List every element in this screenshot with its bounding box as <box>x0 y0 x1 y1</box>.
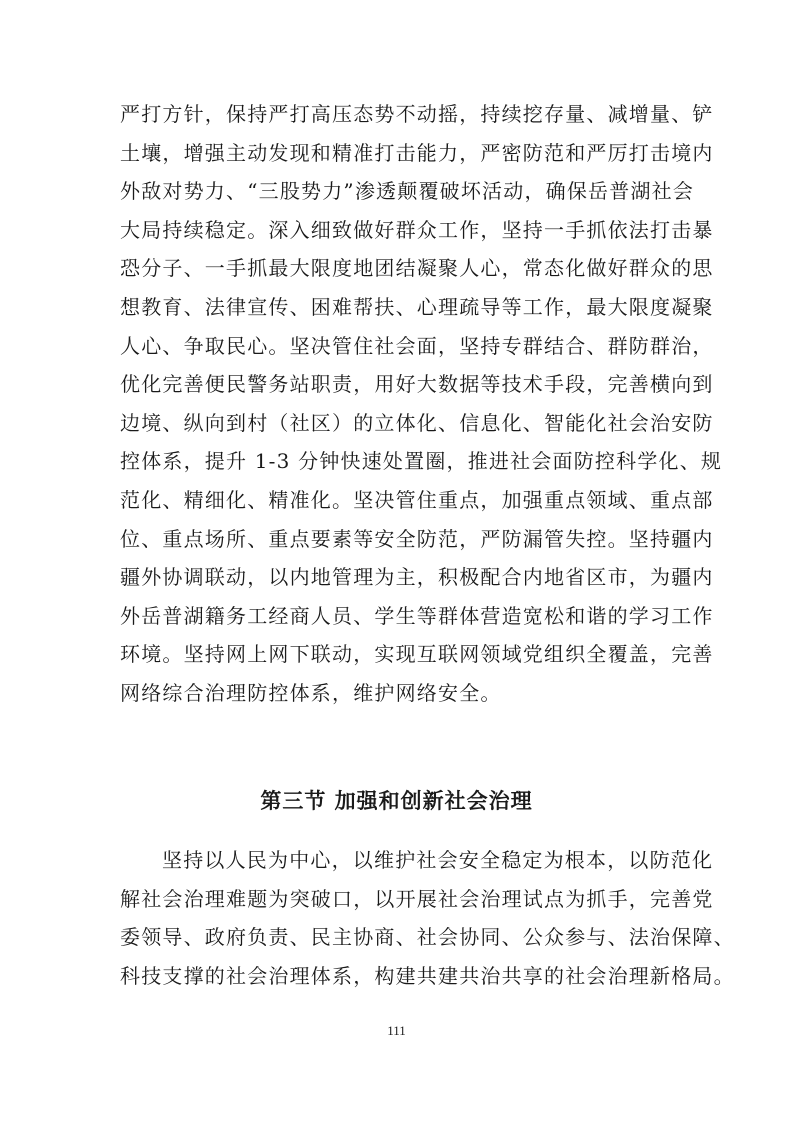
paragraph-line: 范化、精细化、精准化。坚决管住重点，加强重点领域、重点部 <box>120 487 714 512</box>
paragraph-line: 委领导、政府负责、民主协商、社会协同、公众参与、法治保障、 <box>120 925 735 950</box>
paragraph-line: 边境、纵向到村（社区）的立体化、信息化、智能化社会治安防 <box>120 410 714 435</box>
paragraph-line: 优化完善便民警务站职责，用好大数据等技术手段，完善横向到 <box>120 372 714 397</box>
paragraph-line: 环境。坚持网上网下联动，实现互联网领域党组织全覆盖，完善 <box>120 642 714 667</box>
paragraph-line: 外岳普湖籍务工经商人员、学生等群体营造宽松和谐的学习工作 <box>120 603 714 628</box>
paragraph-line: 严打方针，保持严打高压态势不动摇，持续挖存量、减增量、铲 <box>120 102 714 126</box>
paragraph-line: 想教育、法律宣传、困难帮扶、心理疏导等工作，最大限度凝聚 <box>120 294 714 319</box>
paragraph-line: 科技支撑的社会治理体系，构建共建共治共享的社会治理新格局。 <box>120 963 735 988</box>
paragraph-line: 大局持续稳定。深入细致做好群众工作，坚持一手抓依法打击暴 <box>120 217 714 242</box>
paragraph-line: 坚持以人民为中心，以维护社会安全稳定为根本，以防范化 <box>162 848 714 872</box>
paragraph-line: 位、重点场所、重点要素等安全防范，严防漏管失控。坚持疆内 <box>120 526 714 551</box>
page-number: 111 <box>387 1023 406 1038</box>
section-heading: 第三节 加强和创新社会治理 <box>260 789 533 813</box>
body-paragraph <box>120 95 723 713</box>
paragraph-line: 土壤，增强主动发现和精准打击能力，严密防范和严厉打击境内 <box>120 140 714 165</box>
paragraph-line: 解社会治理难题为突破口，以开展社会治理试点为抓手，完善党 <box>120 886 714 911</box>
paragraph-line: 人心、争取民心。坚决管住社会面，坚持专群结合、群防群治， <box>120 333 714 358</box>
paragraph-line: 控体系，提升 1-3 分钟快速处置圈，推进社会面防控科学化、规 <box>120 449 723 474</box>
body-paragraph <box>120 841 735 995</box>
paragraph-line: 疆外协调联动，以内地管理为主，积极配合内地省区市，为疆内 <box>120 565 714 590</box>
paragraph-line: 外敌对势力、“三股势力”渗透颠覆破坏活动，确保岳普湖社会 <box>120 179 695 204</box>
paragraph-line: 恐分子、一手抓最大限度地团结凝聚人心，常态化做好群众的思 <box>120 256 714 281</box>
paragraph-line: 网络综合治理防控体系，维护网络安全。 <box>120 680 502 705</box>
